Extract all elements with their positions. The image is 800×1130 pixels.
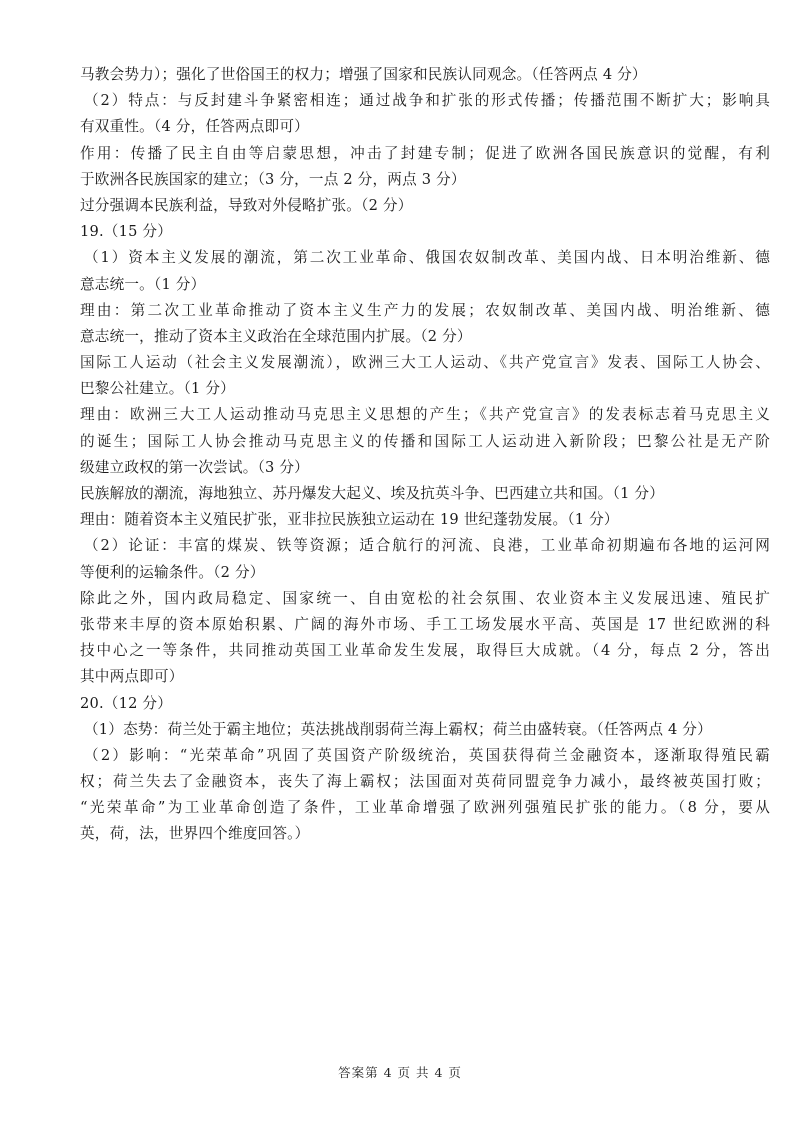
text-line: 理由：第二次工业革命推动了资本主义生产力的发展；农奴制改革、美国内战、明治维新、德: [80, 301, 770, 319]
text-line: 20.（12 分）: [80, 694, 172, 712]
text-line: 除此之外，国内政局稳定、国家统一、自由宽松的社会氛围、农业资本主义发展迅速、殖民扩: [80, 589, 770, 607]
text-line: 张带来丰厚的资本原始积累、广阔的海外市场、手工工场发展水平高、英国是 17 世纪欧洲的科: [80, 615, 770, 633]
text-line: 巴黎公社建立。（1 分）: [80, 380, 235, 398]
text-line: 意志统一，推动了资本主义政治在全球范围内扩展。（2 分）: [80, 327, 472, 345]
text-line: （2）特点：与反封建斗争紧密相连；通过战争和扩张的形式传播；传播范围不断扩大；影响具: [84, 92, 770, 110]
text-line: 马教会势力）；强化了世俗国王的权力；增强了国家和民族认同观念。（任答两点 4 分）: [80, 66, 647, 83]
text-line: 英，荷，法，世界四个维度回答。）: [80, 825, 310, 843]
text-line: 民族解放的潮流，海地独立、苏丹爆发大起义、埃及抗英斗争、巴西建立共和国。（1 分）: [80, 485, 664, 502]
text-line: 权；荷兰失去了金融资本，丧失了海上霸权；法国面对英荷同盟竞争力减小，最终被英国打败；: [80, 773, 770, 791]
text-line: 国际工人运动（社会主义发展潮流），欧洲三大工人运动、《共产党宣言》发表、国际工人协会、: [80, 354, 770, 372]
text-line: 级建立政权的第一次尝试。（3 分）: [80, 458, 309, 476]
page-footer: 答案第 4 页 共 4 页: [338, 1065, 462, 1080]
text-line: 作用：传播了民主自由等启蒙思想，冲击了封建专制；促进了欧洲各国民族意识的觉醒，有利: [80, 144, 770, 162]
text-line: 理由：随着资本主义殖民扩张，亚非拉民族独立运动在 19 世纪蓬勃发展。（1 分）: [80, 511, 619, 529]
text-line: 的诞生；国际工人协会推动马克思主义的传播和国际工人运动进入新阶段；巴黎公社是无产阶: [80, 432, 770, 450]
text-line: （1）资本主义发展的潮流，第二次工业革命、俄国农奴制改革、美国内战、日本明治维新、德: [84, 249, 770, 267]
text-line: 其中两点即可）: [80, 668, 184, 686]
text-line: 19.（15 分）: [80, 223, 172, 241]
text-line: 技中心之一等条件，共同推动英国工业革命发生发展，取得巨大成就。（4 分，每点 2 分，答出: [80, 642, 770, 660]
text-line: 意志统一。（1 分）: [80, 275, 206, 293]
text-line: “光荣革命”为工业革命创造了条件，工业革命增强了欧洲列强殖民扩张的能力。（8 分，要从: [80, 799, 770, 817]
text-line: 等便利的运输条件。（2 分）: [80, 563, 265, 581]
text-line: （1）态势：荷兰处于霸主地位；英法挑战削弱荷兰海上霸权；荷兰由盛转衰。（任答两点 4 分）: [84, 720, 712, 738]
text-line: 理由：欧洲三大工人运动推动马克思主义思想的产生；《共产党宣言》的发表标志着马克思主义: [80, 406, 770, 424]
text-line: 于欧洲各民族国家的建立；（3 分，一点 2 分，两点 3 分）: [80, 170, 466, 188]
answer-text-body: [80, 62, 770, 848]
text-line: 过分强调本民族利益，导致对外侵略扩张。（2 分）: [80, 196, 413, 214]
text-line: （2）影响：“光荣革命”巩固了英国资产阶级统治，英国获得荷兰金融资本，逐渐取得殖民霸: [84, 746, 770, 764]
text-line: 有双重性。（4 分，任答两点即可）: [80, 118, 309, 136]
text-line: （2）论证：丰富的煤炭、铁等资源；适合航行的河流、良港，工业革命初期遍布各地的运河网: [84, 537, 770, 555]
